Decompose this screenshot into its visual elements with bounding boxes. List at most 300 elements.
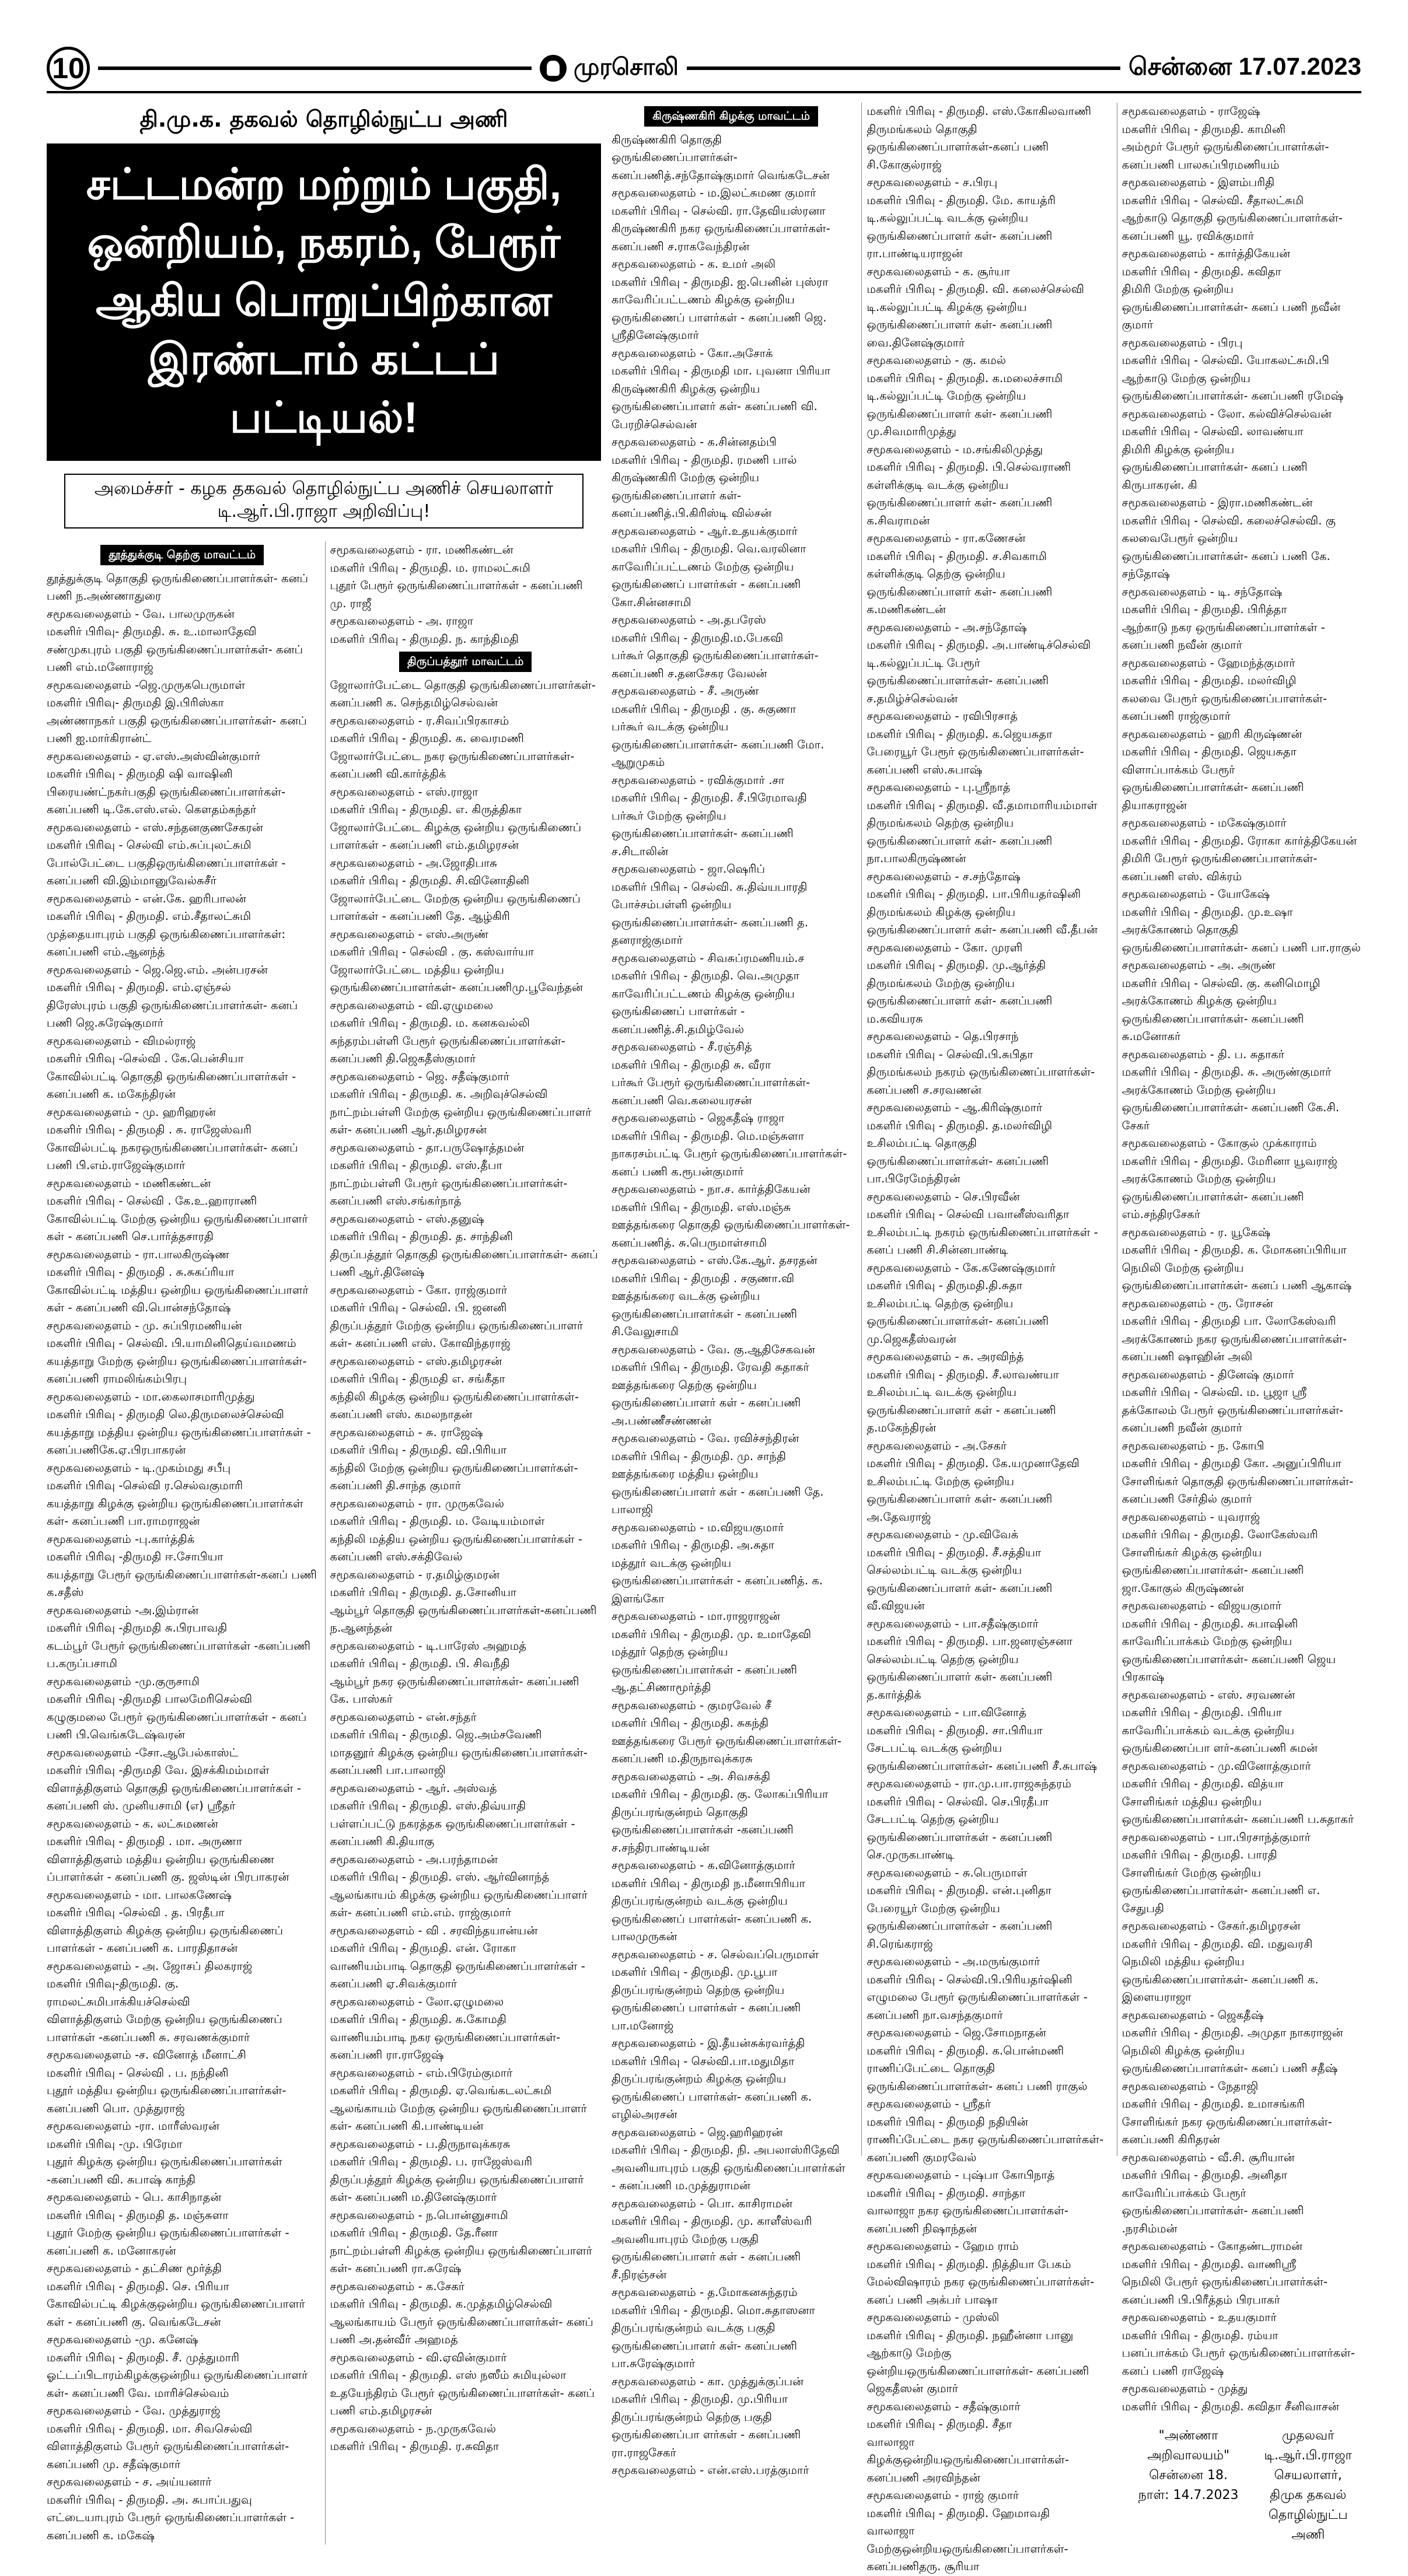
entry-line: சமூகவலைதளம் - உதயகுமார் (1121, 2311, 1277, 2324)
entry-line: உசிலம்பட்டி தெற்கு ஒன்றிய ஒருங்கிணைப்பாளர்கள்- கனப்பணி மு.ஜெகதீஸ்வரன் (867, 1296, 1049, 1346)
entry-line: ஜோலார்பேட்டை தொகுதி ஒருங்கிணைப்பாளர்கள்- கனப்பணி க. செந்தமிழ்செல்வன் (330, 678, 596, 709)
entry-line: ஜோலார்பேட்டை மேற்கு ஒன்றிய ஒருங்கிணைப் பாளர்கள் - கனப்பணி தே. ஆழ்கிரி (330, 891, 581, 923)
entry-line: போச்சம்பள்ளி ஒன்றிய ஒருங்கிணைப்பாளர்கள்- கனப்பணி த. தனராஜ்குமார் (612, 898, 809, 947)
entry-line: மத்தூர் வடக்கு ஒன்றிய ஒருங்கிணைப்பாளர்கள் - கனப்பணித். க. இளங்கோ (612, 1556, 823, 1605)
entry-line: மகளிர் பிரிவு - திருமதி. சி.வினோதினி (330, 874, 530, 887)
entry-line: மகளிர் பிரிவு - திருமதி த. மஞ்சுளா (47, 2208, 229, 2222)
entry-line: கந்திலி கிழக்கு ஒன்றிய ஒருங்கிணைப்பாளர்கள்- கனப்பணி எஸ். கமலநாதன் (330, 1390, 579, 1421)
entry-line: மகளிர் பிரிவு - திருமதி. சுகந்தி (612, 1716, 769, 1730)
entry-line: சமூகவலைதளம் -அ.இம்ரான் (47, 1603, 199, 1617)
entry-line: சமூகவலைதளம் - வி.ஏழுமலை (330, 998, 494, 1012)
entry-line: மகளிர் பிரிவு - திருமதி . சு. ராஜேஸ்வரி (47, 1123, 252, 1136)
entry-line: சமூகவலைதளம் - அ. ஜோசப் திலகராஜ் (47, 1959, 253, 1973)
entry-line: மகளிர் பிரிவு - திருமதி. பாரதி (1121, 1848, 1277, 1861)
entry-line: மகளிர் பிரிவு - திருமதி. சாந்தா (867, 2186, 1026, 2200)
entry-line: கோவில்பட்டி நகரஒருங்கிணைப்பாளர்கள்- கனப் பணி பி.எம்.ராஜேஷ்குமார் (47, 1140, 298, 1172)
entry-line: மகளிர் பிரிவு - செல்வி . கு. கஸ்வார்யா (330, 945, 534, 958)
entry-line: சமூகவலைதளம் - ஸ்ரீதர் (867, 2097, 991, 2110)
entry-line: மகளிர் பிரிவு - திருமதி. மெ.மஞ்சுளா (612, 1129, 804, 1143)
entry-line: சமூகவலைதளம் - ஜெ.ஹரிஹரன் (612, 2125, 783, 2139)
entry-line: திருப்பரங்குன்றம் தெற்கு பகுதி ஒருங்கிணைப்பா ளர்கள் - கனப்பணி ரா.ராஜசேகர் (612, 2410, 801, 2459)
entry-line: திமிரி மேற்கு ஒன்றிய ஒருங்கிணைப்பாளர்கள்- கனப் பணி நவீன் குமார் (1121, 282, 1341, 331)
entry-line: கோவில்பட்டி கிழக்குஒன்றிய ஒருங்கிணைப்பாளர் கள் - கனப்பணி கு. வெங்கடேசன் (47, 2297, 305, 2329)
entry-line: சமூகவலைதளம் - கா. முத்துக்குப்பன் (612, 2374, 804, 2388)
entry-line: ஆற்காடு நகர ஒருங்கிணைப்பாளர்கள் - கனப்பணி நவீன் குமார் (1121, 620, 1325, 652)
entry-line: ஆற்காடு தொகுதி ஒருங்கிணைப்பாளர்கள்- கனப்பணி யூ. ரவிக்குமார் (1121, 211, 1343, 243)
entry-line: பர்கூர் தொகுதி ஒருங்கிணைப்பாளர்கள்- கனப்பணி ச.தனசேகர வேலன் (612, 649, 819, 680)
entry-line: பர்கூர் பேரூர் ஒருங்கிணைப்பாளர்கள்-கனப்பணி வெ.கலையரசன் (612, 1076, 810, 1107)
entry-line: சமூகவலைதளம் - ம.விஜயகுமார் (612, 1520, 784, 1534)
entry-line: மகளிர் பிரிவு -செல்வி ர.செல்வகுமாரி (47, 1479, 243, 1492)
entry-line: சமூகவலைதளம் - சு. ராஜேஷ் (330, 1425, 483, 1439)
entry-line: திருப்பரங்குன்றம் தொகுதி ஒருங்கிணைப்பாளர்கள் -கனப்பணி ச.சந்திரபாண்டியன் (612, 1805, 794, 1854)
entry-line: மகளிர் பிரிவு - திருமதி. வித்யா (1121, 1777, 1284, 1790)
entry-line: சமூகவலைதளம் - இரா.மணிகண்டன் (1121, 496, 1313, 509)
entry-line: மகளிர் பிரிவு - திருமதி. எஸ்.திவ்யாதி (330, 1799, 526, 1812)
entry-line: நெமிலி கிழக்கு ஒன்றிய ஒருங்கிணைப்பாளர்கள்- கனப் பணி சதீஷ் (1121, 2043, 1338, 2075)
masthead-rule-right (687, 66, 1120, 70)
entry-line: நாட்றம்பள்ளி பேரூர் ஒருங்கிணைப்பாளர்கள்- கனப்பணி எஸ்.சங்கர்நாத் (330, 1176, 568, 1208)
entry-line: மகளிர் பிரிவு - திருமதி. த.மலர்விழி (867, 1118, 1053, 1132)
entry-line: சமூகவலைதளம் - நேதாஜி (1121, 2079, 1259, 2093)
entry-line: ஊத்தங்கரை மத்திய ஒன்றிய ஒருங்கிணைப்பாளர் கள் - கனப்பணி தே. பாலாஜி (612, 1467, 824, 1516)
entry-line: சமூகவலைதளம் - அ. அருண் (1121, 958, 1276, 972)
entry-line: மகளிர் பிரிவு - செல்வி . ப. நந்தினி (47, 2066, 229, 2080)
address-line-1: "அண்ணா அறிவாலயம்" (1147, 2428, 1230, 2463)
entry-line: சமூகவலைதளம் - ஆ.கிரிஷ்குமார் (867, 1101, 1043, 1114)
entry-line: திமிரி கிழக்கு ஒன்றிய ஒருங்கிணைப்பாளர்கள்- கனப் பணி கிருபாகரன். கி (1121, 442, 1308, 492)
entry-line: மகளிர் பிரிவு - செல்வி.பி.பிரியதர்ஷினி (867, 1972, 1072, 1986)
entry-line: சமூகவலைதளம் - வே. ரவிச்சந்திரன் (612, 1432, 799, 1445)
entry-line: சமூகவலைதளம் - ஜா.ஷெரிப் (612, 862, 766, 876)
entry-line: மகளிர் பிரிவு - திருமதி. அமுதா நாகராஜன் (1121, 2026, 1343, 2039)
address-line-2: சென்னை 18. (1149, 2468, 1228, 2483)
entry-line: சமூகவலைதளம் - க.வினோத்குமார் (612, 1859, 795, 1872)
entry-line: உசிலம்பட்டி மேற்கு ஒன்றிய ஒருங்கிணைப்பாளர் கள்- கனப்பணி அ.தேவராஜ் (867, 1474, 1053, 1524)
entry-line: மகளிர் பிரிவு - செல்வி. கலைச்செல்வி. கு (1121, 513, 1336, 527)
entry-line: புதூர் மத்திய ஒன்றிய ஒருங்கிணைப்பாளர்கள்- கனப்பணி பொ. முத்துராஜ் (47, 2084, 287, 2115)
entry-line: மகளிர் பிரிவு - திருமதி. சு. அருண்குமார் (1121, 1065, 1332, 1079)
entry-line: கயத்தாறு கிழக்கு ஒன்றிய ஒருங்கிணைப்பாளர்கள் கள்- கனப்பணி பா.ராமராஜன் (47, 1496, 303, 1528)
masthead (47, 46, 1361, 93)
signatory-block (1255, 2426, 1361, 2545)
entry-line: சமூகவலைதளம் - என்.எஸ்.பரத்குமார் (612, 2463, 809, 2477)
entry-line: சமூகவலைதளம் - என்.கே. ஹரிபாலன் (47, 891, 246, 905)
entry-line: சமூகவலைதளம் -ரா. மாரீஸ்வரன் (47, 2119, 220, 2133)
entry-line: சமூகவலைதளம் - டி. சந்தோஷ் (1121, 584, 1283, 598)
entry-line: சமூகவலைதளம் - மு.விவேக் (867, 1528, 1019, 1541)
entry-line: டி.கல்லுப்பட்டி வடக்கு ஒன்றிய ஒருங்கிணைப்பாளர் கள்- கனப்பணி ரா.பாண்டியராஜன் (867, 211, 1053, 260)
entry-line: மகளிர் பிரிவு - திருமதி. கவிதா சீனிவாசன் (1121, 2399, 1340, 2413)
entry-line: மகளிர் பிரிவு - திருமதி. ரமணி பால் (612, 453, 797, 467)
entry-line: சமூகவலைதளம் - தா.பருஷோத்தமன் (330, 1140, 525, 1154)
entry-line: மாதனூர் கிழக்கு ஒன்றிய ஒருங்கிணைப்பாளர்கள்- கனப்பணி பா.பாலாஜி (330, 1745, 588, 1777)
entry-line: சமூகவலைதளம் - அ.சேகர் (867, 1438, 1007, 1452)
entry-line: வாலாஜா மேற்குஒன்றியஒருங்கிணைப்பாளர்கள்- கனப்பணிதரு. சூரியா (867, 2524, 1068, 2573)
entry-line: சமூகவலைதளம் - ஜெ.ஜெ.எம். அன்பரசன் (47, 963, 268, 977)
entry-line: மகளிர் பிரிவு - திருமதி. நஹீன்னா பானு (867, 2328, 1074, 2342)
entry-line: பள்ளப்பட்டு நகரத்தக ஒருங்கிணைப்பாளர்கள் - கனப்பணி கி.தியாகு (330, 1817, 575, 1848)
entry-line: மகளிர் பிரிவு - செல்வி. ரா.தேவியஸ்ரனா (612, 204, 826, 218)
entry-line: சமூகவலைதளம் - ரா.பாலகிருஷ்ண (47, 1247, 230, 1261)
entry-line: சமூகவலைதளம் - அ. சிவசக்தி (612, 1769, 771, 1783)
entry-line: அம்மூர் பேரூர் ஒருங்கிணைப்பாளர்கள்- கனப்பணி பாலசுப்பிரமணியம் (1121, 140, 1329, 172)
entry-line: மகளிர் பிரிவு - திருமதி. எ. கிருத்திகா (330, 803, 522, 816)
entry-line: ஆற்காடு மேற்கு ஒன்றிய ஒருங்கிணைப்பாளர்கள்- கனப்பணி ரமேஷ் (1121, 371, 1344, 402)
entry-line: எட்டையாபுரம் பேரூர் ஒருங்கிணைப்பாளர்கள் - கனப்பணி க. மகேஷ் (47, 2511, 295, 2542)
entry-line: சமூகவலைதளம் - விஜயகுமார் (1121, 1599, 1282, 1612)
entry-line: போல்பேட்டை பகுதிஒருங்கிணைப்பாளர்கள் - கனப்பணி வி.இம்மானுவேல்சுசீர் (47, 856, 286, 887)
section-heading-krishnagiri: கிருஷ்ணகிரி கிழக்கு மாவட்டம் (644, 106, 818, 127)
entry-line: மகளிர் பிரிவு - திருமதி. த. சாந்தினி (330, 1230, 513, 1243)
entry-line: மகளிர் பிரிவு - திருமதி. தே.ரீனா (330, 2226, 498, 2239)
entry-line: காவேரிப்பட்டணம் மேற்கு ஒன்றிய ஒருங்கிணைப் பாளர்கள் - கனப்பணி கோ.சின்னசாமி (612, 559, 801, 609)
headline-banner (47, 144, 601, 461)
entry-line: ஜோலார்பேட்டை மத்திய ஒன்றிய ஒருங்கிணைப்பாளர்கள்- கனப்பணிமு.பூவேந்தன் (330, 963, 583, 994)
entry-line: மகளிர் பிரிவு - திருமதி. மொ.சுதாஸனா (612, 2303, 815, 2317)
entry-line: அரக்கோணம் கிழக்கு ஒன்றிய ஒருங்கிணைப்பாளர்கள்- கனப்பணி சு.மனோகர் (1121, 994, 1304, 1043)
entry-line: சமூகவலைதளம் - எஸ்.கே.ஆர். தசரதன் (612, 1254, 817, 1267)
entry-line: ராணிப்பேட்டை தொகுதி ஒருங்கிணைப்பாளர்கள்- கனப் பணி ராகுல் (867, 2062, 1088, 2093)
entry-line: சமூகவலைதளம் - கு. கமல் (867, 354, 1007, 367)
entry-line: மகளிர் பிரிவு - திருமதி. வெ.வரலினா (612, 542, 806, 555)
entry-line: வாணியம்பாடி நகர ஒருங்கிணைப்பாளர்கள்- கனப்பணி ரா.ராஜேஷ் (330, 2030, 561, 2062)
entry-line: விளாத்திகுளம் மத்திய ஒன்றிய ஒருங்கிணை ப்பாளர்கள் - கனப்பணி கு. ஜஸ்டின் பிரபாகரன் (47, 1852, 289, 1884)
entry-line: மகளிர் பிரிவு - திருமதி. காமினி (1121, 122, 1286, 136)
entry-line: சமூகவலைதளம் - கோ. முரளி (867, 940, 1023, 954)
entry-line: மகளிர் பிரிவு - திருமதி . சு.சுகப்ரியா (47, 1265, 235, 1279)
entry-line: சமூகவலைதளம் - வே. முத்துராஜ் (47, 2404, 221, 2417)
entry-line: மகளிர் பிரிவு - திருமதி. சீதா (867, 2417, 1012, 2431)
entry-line: கோவில்பட்டி மத்திய ஒன்றிய ஒருங்கிணைப்பாளர் கள் - கனப்பணி வி.பொன்சந்தோஷ் (47, 1283, 309, 1314)
entry-line: மகளிர் பிரிவு - திருமதி. மு. சாந்தி (612, 1449, 787, 1463)
entry-line: புதூர் மேற்கு ஒன்றிய ஒருங்கிணைப்பாளர்கள் - கனப்பணி க. மனோகரன் (47, 2226, 289, 2258)
entry-line: சமூகவலைதளம் - எஸ்.அருண் (330, 927, 489, 941)
entry-line: சண்முகபுரம் பகுதி ஒருங்கிணைப்பாளர்கள்- கனப் பணி எம்.மனோராஜ் (47, 642, 303, 674)
entry-line: மகளிர் பிரிவு - திருமதி. அ. சுபாப்பதுவு (47, 2493, 252, 2507)
signatory-title-1: செயலாளர், (1274, 2468, 1342, 2483)
entry-line: மகளிர் பிரிவு - திருமதி. என். ரோகா (330, 1941, 516, 1955)
entry-line: சமூகவலைதளம் - கோகுல் முக்காராம் (1121, 1136, 1317, 1150)
entry-line: அண்ணாநகர் பகுதி ஒருங்கிணைப்பாளர்கள்- கனப் பணி ஐ.மார்கிரான்ட் (47, 713, 307, 745)
entry-line: சமூகவலைதளம் - ராஜ் குமார் (867, 2488, 1019, 2502)
entry-line: மகளிர் பிரிவு - திருமதி. பி.செல்வராணி (867, 460, 1071, 474)
entry-line: சமூகவலைதளம் - எஸ்.தமிழரசன் (330, 1354, 502, 1368)
entry-line: சமூகவலைதளம் - யுவராஜ் (1121, 1510, 1260, 1524)
entry-line: கலவைபேரூர் ஒன்றிய ஒருங்கிணைப்பாளர்கள்- கனப் பணி கே. சந்தோஷ் (1121, 531, 1330, 580)
entry-line: மகளிர் பிரிவு - திருமதி. சுபாஷினி (1121, 1616, 1298, 1630)
entry-line: மகளிர் பிரிவு - திருமதி. நி. அபலாஸ்ரிதேவி (612, 2143, 840, 2157)
entry-line: திருமங்கலம் தெற்கு ஒன்றிய ஒருங்கிணைப்பாளர் கள்- கனப்பணி நா.பாலகிருஷ்ணன் (867, 816, 1053, 865)
entry-line: மகளிர் பிரிவு - திருமதி. க. அறிவுச்செல்வி (330, 1087, 548, 1101)
entry-line: சமூகவலைதளம் - மகேஷ்குமார் (1121, 816, 1287, 830)
entry-line: மகளிர் பிரிவு - திருமதி எ. சங்கீதா (330, 1372, 505, 1385)
entry-line: சமூகவலைதளம் - ஜெ.சோமநாதன் (867, 2026, 1046, 2039)
entry-line: சோளிங்கர் கிழக்கு ஒன்றிய ஒருங்கிணைப்பாளர்கள்- கனப்பணி ஜா.கோகுல் கிருஷ்ணன் (1121, 1545, 1304, 1595)
entry-line: கள்ளிக்குடி வடக்கு ஒன்றிய ஒருங்கிணைப்பாளர் கள்- கனப்பணி க.சிவராமன் (867, 478, 1053, 527)
entry-line: சமூகவலைதளம் - மு.வினோத்குமார் (1121, 1759, 1311, 1773)
entry-line: சமூகவலைதளம் -பு.கார்த்திக் (47, 1532, 195, 1546)
entry-line: மகளிர் பிரிவு -செல்வி . த. பிரதீபா (47, 1906, 225, 1919)
entry-line: ஆலங்காயம் கிழக்கு ஒன்றிய ஒருங்கிணைப்பாளர் கள்- கனப்பணி எம்.எம். ராஜ்குமார் (330, 1888, 588, 1919)
entry-line: சோளிங்கர் மத்திய ஒன்றிய ஒருங்கிணைப்பாளர்கள்- கனப்பணி ப.சுதாகர் (1121, 1794, 1354, 1826)
subheadline: அமைச்சர் - கழக தகவல் தொழில்நுட்ப அணிச் செயலாளர் டி.ஆர்.பி.ராஜா அறிவிப்பு! (64, 474, 584, 528)
entry-line: மகளிர் பிரிவு - திருமதி. பி. சிவநீதி (330, 1657, 510, 1670)
entry-line: மகளிர் பிரிவு - திருமதி. மேரினா யூவராஜ் (1121, 1154, 1337, 1168)
entry-line: மகளிர் பிரிவு - திருமதி. ந. காந்திமதி (330, 632, 519, 646)
entry-line: சமூகவலைதளம் - பா.பிரசாந்த்குமார் (1121, 1830, 1311, 1844)
entry-line: மகளிர் பிரிவு - செல்வி. லாவண்யா (1121, 425, 1304, 438)
entry-line: மகளிர் பிரிவு - திருமதி. ம. வேடியம்மாள் (330, 1514, 545, 1528)
entry-line: மகளிர் பிரிவு - திருமதி. வி. கலைச்செல்வி (867, 282, 1085, 296)
entry-line: மகளிர் பிரிவு - திருமதி. ம. ராமலட்சுமி (330, 561, 530, 575)
entry-line: மகளிர் பிரிவு- திருமதி. சு. உ.மாலாதேவி (47, 625, 257, 638)
entry-line: உசிலம்பட்டி நகரம் ஒருங்கிணைப்பாளர்கள் - கனப் பணி சி.சின்னபாண்டி (867, 1225, 1098, 1256)
entry-line: விளாப்பாக்கம் பேரூர் ஒருங்கிணைப்பாளர்கள்- கனப்பணி தியாகராஜன் (1121, 762, 1304, 812)
entry-line: சமூகவலைதளம் - பிரபு (1121, 335, 1243, 349)
entry-line: சமூகவலைதளம் - தினேஷ் குமார் (1121, 1367, 1294, 1381)
entry-line: ஆம்பூர் தொகுதி ஒருங்கிணைப்பாளர்கள்-கனப்பணி ந.ஆனந்தன் (330, 1603, 597, 1634)
entry-line: நெமிலி மேற்கு ஒன்றிய ஒருங்கிணைப்பாளர்கள்- கனப் பணி ஆகாஷ் (1121, 1261, 1352, 1292)
entry-line: மகளிர் பிரிவு - திருமதி. க.முத்தமிழ்செல்வி (330, 2297, 553, 2311)
entry-line: மகளிர் பிரிவு - திருமதி. த.சோனியா (330, 1586, 517, 1599)
masthead-rule-left (98, 66, 532, 70)
entry-line: சமூகவலைதளம் - குமரவேல் சீ (612, 1698, 771, 1712)
entry-line: மகளிர் பிரிவு - செல்வி.பி.சுபிதா (867, 1047, 1033, 1061)
entry-line: மகளிர் பிரிவு - திருமதி. சீ.சத்தியா (867, 1545, 1042, 1559)
entry-line: மகளிர் பிரிவு - திருமதி. ஜெயசுதா (1121, 745, 1297, 758)
entry-line: சமூகவலைதளம் - க.சேகர் (330, 2279, 465, 2293)
entry-line: சமூகவலைதளம் - லோ. கல்விச்செல்வன் (1121, 407, 1332, 421)
entry-line: கிருஷ்ணகிரி மேற்கு ஒன்றிய ஒருங்கிணைப்பாளர் கள்- கனப்பணித்.பி.கிரிஸ்டி வில்சன் (612, 471, 772, 520)
entry-line: சமூகவலைதளம் - அ.பரந்தாமன் (330, 1852, 498, 1866)
entry-line: சுந்தரம்பள்ளி பேரூர் ஒருங்கிணைப்பாளர்கள்- கனப்பணி தி.ஜெகதீஸ்குமார் (330, 1034, 565, 1065)
entry-line: மகளிர் பிரிவு - திருமதி. சீ.லாவண்யா (867, 1367, 1059, 1381)
column-4 (861, 103, 1106, 2573)
entry-line: விளாத்திகுளம் மேற்கு ஒன்றிய ஒருங்கிணைப் பாளர்கள் -கனப்பணி சு. சரவணக்குமார் (47, 2013, 282, 2044)
entry-line: மத்தூர் தெற்கு ஒன்றிய ஒருங்கிணைப்பாளர்கள் - கனப்பணி ஆ.தட்சிணாமூர்த்தி (612, 1645, 798, 1694)
entry-line: மகளிர் பிரிவு - திருமதி. வெ.அமுதா (612, 969, 799, 982)
entry-line: மகளிர் பிரிவு - செல்வி. சு.திவ்யபாரதி (612, 880, 808, 894)
entry-line: திருமங்கலம் கிழக்கு ஒன்றிய ஒருங்கிணைப்பாளர் கள்- கனப்பணி வீ.தீபன் (867, 905, 1098, 936)
entry-line: சமூகவலைதளம் - ஜெகதீஷ் (1121, 2008, 1264, 2022)
entry-line: சமூகவலைதளம் - அ.மருங்குமார் (867, 1955, 1040, 1968)
headline-line-1: சட்டமன்ற மற்றும் பகுதி, ஒன்றியம், நகரம், பேரூர் (86, 160, 562, 267)
column-5 (1117, 103, 1361, 2542)
entry-line: அவனியாபுரம் மேற்கு பகுதி ஒருங்கிணைப்பாளர் கள் - கனப்பணி சீ.நிரஞ்சன் (612, 2232, 801, 2281)
entry-line: சமூகவலைதளம் - கோதண்டராமன் (1121, 2239, 1303, 2253)
entry-line: கயத்தாறு மேற்கு ஒன்றிய ஒருங்கிணைப்பாளர்கள்- கனப்பணி ராமலிங்கம்பிரபு (47, 1354, 307, 1385)
entry-line: சமூகவலைதளம் - பா.சதீஷ்குமார் (867, 1616, 1039, 1630)
entry-line: மகளிர் பிரிவு - திருமதி.தி.சுதா (867, 1279, 1023, 1292)
entry-line: சமூகவலைதளம் - ச. செல்வப்பெருமாள் (612, 1947, 819, 1961)
entry-line: காவேரிப்பட்டணம் கிழக்கு ஒன்றிய ஒருங்கிணைப் பாளர்கள் - கனப்பணித்.சி.தமிழ்வேல் (612, 986, 795, 1036)
entry-line: சமூகவலைதளம் - சு. அரவிந்த் (867, 1350, 1024, 1363)
entry-line: திருப்பத்தூர் மேற்கு ஒன்றிய ஒருங்கிணைப்பாளர் கள்- கனப்பணி எஸ். கோவிந்தராஜ் (330, 1318, 584, 1350)
entry-line: மகளிர் பிரிவு - திருமதி. மு.உஷா (1121, 905, 1293, 919)
entry-line: விளாத்திகுளம் கிழக்கு ஒன்றிய ஒருங்கிணைப் பாளர்கள் - கனப்பணி க. பாரதிதாசன் (47, 1923, 284, 1955)
entry-line: மகளிர் பிரிவு - திருமதி. வி. மதுவரசி (1121, 1937, 1313, 1951)
entry-line: சமூகவலைதளம் - டி.முகம்மது சபீபு (47, 1461, 231, 1475)
entry-line: சமூகவலைதளம் - சீ.ரஞ்சித் (612, 1040, 752, 1054)
entry-line: அரக்கோணம் நகர ஒருங்கிணைப்பாளர்கள்- கனப்பணி ஷாஹின் அலி (1121, 1332, 1347, 1363)
entry-line: சமூகவலைதளம் - விமல்ராஜ் (47, 1034, 196, 1048)
entry-line: மகளிர் பிரிவு - திருமதி. ம. கனகவல்லி (330, 1016, 530, 1030)
entry-line: மகளிர் பிரிவு - திருமதி. சீ. முத்துமாரி (47, 2350, 240, 2364)
entry-line: கோவில்பட்டி மேற்கு ஒன்றிய ஒருங்கிணைப்பாளர் கள் - கனப்பணி செ.பார்த்தசாரதி (47, 1212, 308, 1243)
entry-line: கிருஷ்ணகிரி நகர ஒருங்கிணைப்பாளர்கள்-கனப்பணி ச.ராகவேந்திரன் (612, 222, 830, 253)
entry-line: சமூகவலைதளம் - சிவசுப்ரமணியம்.ச (612, 951, 805, 965)
entry-line: திருமங்கலம் தொகுதி ஒருங்கிணைப்பாளர்கள்-கனப் பணி சி.கோகுல்ராஜ் (867, 122, 1049, 172)
entry-line: டி.கல்லுப்பட்டி கிழக்கு ஒன்றிய ஒருங்கிணைப்பாளர் கள்- கனப்பணி வை.தினேஷ்குமார் (867, 300, 1053, 349)
entry-line: மகளிர் பிரிவு -திருமதி வே. இசக்கிமம்மாள் (47, 1763, 270, 1777)
signatory-name: டி.ஆர்.பி.ராஜா (1264, 2448, 1353, 2463)
entry-line: மகளிர் பிரிவு - செல்வி எம்.சுப்புலட்சுமி (47, 838, 251, 852)
entry-line: சமூகவலைதளம் - கே.கணேஷ்குமார் (867, 1261, 1056, 1275)
entry-line: மகளிர் பிரிவு - செல்வி பவானீஸ்வரிதா (867, 1208, 1070, 1221)
entry-line: திருப்பரங்குன்றம் தெற்கு ஒன்றிய ஒருங்கிணைப் பாளர்கள் - கனப்பணி பா.மனோஜ் (612, 1983, 801, 2032)
entry-line: சமூகவலைதளம் - ரா.மு.பா.ராஜசுந்தரம் (867, 1777, 1072, 1790)
entry-line: சமூகவலைதளம் - ச. அய்யனார் (47, 2475, 212, 2488)
entry-line: சமூகவலைதளம் - முத்து (1121, 2382, 1248, 2395)
entry-line: சமூகவலைதளம் - யோகேஷ் (1121, 887, 1270, 901)
signatory-title-3: தொழில்நுட்ப அணி (1268, 2508, 1348, 2542)
entry-line: சமூகவலைதளம் - ஹரி கிருஷ்ணன் (1121, 727, 1302, 741)
entry-line: சமூகவலைதளம் - சேகர்.தமிழரசன் (1121, 1919, 1301, 1933)
entry-line: முத்தையாபுரம் பகுதி ஒருங்கிணைப்பாளர்கள்: கனப்பணி எம்.ஆனந்த் (47, 927, 286, 958)
address-block (1122, 2426, 1255, 2545)
entry-line: மகளிர் பிரிவு - திருமதி. கே.யமுனாதேவி (867, 1457, 1079, 1470)
entry-line: மகளிர் பிரிவு - திருமதி. எஸ் நஸீம் சுமியுல்லா (330, 2368, 567, 2382)
entry-line: ஊத்தங்கரை தெற்கு ஒன்றிய ஒருங்கிணைப்பாளர் கள் - கனப்பணி அ.பண்ணீசண்ணன் (612, 1378, 801, 1427)
entry-line: புதூர் பேரூர் ஒருங்கிணைப்பாளர்கள் - கனப்பணி மு. ராஜீ (330, 579, 583, 610)
entry-line: சோளிங்கர் நகர ஒருங்கிணைப்பாளர்கள்- கனப்பணி கிரிதரன் (1121, 2115, 1332, 2146)
entry-line: நாட்றம்பள்ளி கிழக்கு ஒன்றிய ஒருங்கிணைப்பாளர் கள்- கனப்பணி ரா.சுரேஷ் (330, 2244, 592, 2275)
entry-line: மகளிர் பிரிவு - திருமதி. ரேவதி சுதாகர் (612, 1360, 809, 1374)
entry-line: ஊத்தங்கரை தொகுதி ஒருங்கிணைப்பாளர்கள்- கனப்பணித். சு.பெருமாள்சாமி (612, 1218, 850, 1250)
entry-line: சமூகவலைதளம் - க. சூர்யா (867, 264, 1010, 278)
entry-line: மகளிர் பிரிவு - செல்வி. கு. கனிமொழி (1121, 976, 1320, 990)
entry-line: கயத்தாறு பேரூர் ஒருங்கிணைப்பாளர்கள்-கனப் பணி க.சதீஸ் (47, 1567, 317, 1599)
entry-line: சமூகவலைதளம் - ஜெகதீஷ் ராஜா (612, 1111, 785, 1125)
entry-line: ஊத்தங்கரை பேரூர் ஒருங்கிணைப்பாளர்கள்- கனப்பணி ம.திருநாவுக்கரசு (612, 1734, 841, 1765)
entry-line: மகளிர் பிரிவு - திருமதி. எஸ்.மஞ்சு (612, 1200, 791, 1214)
entry-line: ஜோலார்பேட்டை கிழக்கு ஒன்றிய ஒருங்கிணைப் பாளர்கள் - கனப்பணி எம்.தமிழரசன் (330, 820, 582, 852)
entry-line: மகளிர் பிரிவு - திருமதி. பா.ஜனரஞ்சனா (867, 1634, 1073, 1648)
entry-line: மகளிர் பிரிவு - திருமதி. எம்.சீதாலட்சுமி (47, 909, 251, 923)
entry-line: சமூகவலைதளம் - ரு. ரோசன் (1121, 1296, 1273, 1310)
entry-line: நெமிலி பேரூர் ஒருங்கிணைப்பாளர்கள்- கனப்பணி பி.பிரீத்தம் பிரபாகர் (1121, 2275, 1328, 2306)
page-columns (47, 103, 1361, 2573)
paper-name: முரசொலி (573, 53, 679, 80)
entry-line: மகளிர் பிரிவு - திருமதி. எஸ்.கோகிலவாணி (867, 104, 1092, 118)
entry-line: சமூகவலைதளம் - வே. கு.ஆதிசேகவன் (612, 1342, 815, 1356)
entry-line: சமூகவலைதளம் - ர.சிவப்பிரகாசம் (330, 713, 509, 727)
entry-line: ஊத்தங்கரை வடக்கு ஒன்றிய ஒருங்கிணைப்பாளர்கள் - கனப்பணி சி.வேலுசாமி (612, 1289, 798, 1338)
entry-line: திருமங்கலம் மேற்கு ஒன்றிய ஒருங்கிணைப்பாளர் கள்- கனப்பணி ம.கவியரசு (867, 976, 1053, 1026)
entry-line: அரக்கோணம் மேற்கு ஒன்றிய ஒருங்கிணைப்பாளர்கள்- கனப்பணி கே.சி. சேகர் (1121, 1083, 1340, 1132)
entry-line: திமிரி பேரூர் ஒருங்கிணைப்பாளர்கள்- கனப்பணி எஸ். விக்ரம் (1121, 852, 1318, 883)
entry-line: நெமிலி மத்திய ஒன்றிய ஒருங்கிணைப்பாளர்கள்- கனப்பணி க. இளையராஜா (1121, 1955, 1319, 2004)
signature-block (1122, 2426, 1361, 2545)
entry-list-col3 (612, 131, 851, 2480)
entry-line: மகளிர் பிரிவு - செல்வி. பி. ஜனனி (330, 1301, 507, 1314)
entry-line: சமூகவலைதளம் - ம.இலட்சுமண குமார் (612, 186, 816, 200)
entry-line: சமூகவலைதளம் - ர.தமிழ்குமரன் (330, 1567, 500, 1581)
entry-line: மகளிர் பிரிவு - திருமதி. ஏ.வெங்கடலட்சுமி (330, 2084, 552, 2097)
entry-line: அரக்கோணம் மேற்கு ஒன்றிய ஒருங்கிணைப்பாளர்கள்- கனப்பணி எம்.சந்திரசேகர் (1121, 1172, 1304, 1221)
entry-line: மகளிர் பிரிவு - திருமதி கோ. அனுப்பிரியா (1121, 1457, 1341, 1470)
entry-line: சமூகவலைதளம் - அ.சந்தோஷ் (867, 620, 1027, 634)
entry-line: உசிலம்பட்டி வடக்கு ஒன்றிய ஒருங்கிணைப்பாளர் கள் - கனப்பணி த.மகேந்திரன் (867, 1385, 1056, 1434)
entry-line: செல்லம்பட்டி தெற்கு ஒன்றிய ஒருங்கிணைப்பாளர் கள்- கனப்பணி த.கார்த்திக் (867, 1652, 1053, 1702)
entry-line: திருப்பரங்குன்றம் வடக்கு ஒன்றிய ஒருங்கிணைப் பாளர்கள்- கனப்பணி க. பாலமுருகன் (612, 1894, 812, 1943)
entry-line: கள்ளிக்குடி தெற்கு ஒன்றிய ஒருங்கிணைப்பாளர் கள்- கனப்பணி க.மணிகண்டன் (867, 567, 1053, 616)
entry-line: சமூகவலைதளம் - எஸ்.சந்தனகுணசேகரன் (47, 820, 263, 834)
entry-line: மகளிர் பிரிவு - திருமதி. அ.சுதா (612, 1538, 774, 1552)
entry-line: சமூகவலைதளம் - மா. பாலகணேஷ் (47, 1888, 232, 1902)
entry-line: மகளிர் பிரிவு - திருமதி. ஹேமாவதி (867, 2506, 1050, 2520)
entry-line: சமூகவலைதளம் - தி. ப. சுதாகர் (1121, 1047, 1285, 1061)
entry-line: காவேரிப்பாக்கம் வடக்கு ஒன்றிய ஒருங்கிணைப்பா ளர்-கனப்பணி சுமன் (1121, 1723, 1318, 1755)
entry-line: சமூகவலைதளம் - அ.ஜோதிபாசு (330, 856, 498, 870)
entry-line: நாட்றம்பள்ளி மேற்கு ஒன்றிய ஒருங்கிணைப்பாளர் கள்- கனப்பணி ஆர்.தமிழரசன் (330, 1105, 592, 1136)
entry-line: சமூகவலைதளம் - ஆர்.உதயக்குமார் (612, 524, 798, 538)
entry-line: மகளிர் பிரிவு - திருமதி பா. லோகேஸ்வரி (1121, 1314, 1336, 1328)
entry-line: டி.கல்லுப்பட்டி மேற்கு ஒன்றிய ஒருங்கிணைப்பாளர் கள்- கனப்பணி மு.சிவமாரிமுத்து (867, 389, 1053, 438)
entry-line: எழுமலை பேரூர் ஒருங்கிணைப்பாளர்கள் - கனப்பணி நா.வசந்தகுமார் (867, 1990, 1088, 2022)
entry-line: மகளிர் பிரிவு - திருமதி. பிரித்தா (1121, 603, 1287, 616)
entry-line: மகளிர் பிரிவு - திருமதி . கு. சுகுணா (612, 702, 796, 716)
entry-line: சமூகவலைதளம் - ரவிபிரசாத் (867, 709, 1018, 723)
entry-line: சமூகவலைதளம் - அ.தபரேஸ் (612, 613, 766, 626)
entry-line: சமூகவலைதளம் - தட்சிண மூர்த்தி (47, 2262, 222, 2275)
entry-line: சமூகவலைதளம் - வி . சரவிந்தயான்யன் (330, 1923, 538, 1937)
entry-line: அவனியாபுரம் பகுதி ஒருங்கிணைப்பாளர்கள் - கனப்பணி ம.முத்துராமன் (612, 2161, 846, 2192)
entry-line: சமூகவலைதளம் - பெ. காசிநாதன் (47, 2190, 222, 2204)
entry-line: காவேரிப்பட்டணம் கிழக்கு ஒன்றிய ஒருங்கிணைப் பாளர்கள் - கனப்பணி ஜெ. ஸ்ரீதினேஷ்குமார் (612, 293, 827, 342)
entry-line: மகளிர் பிரிவு - திருமதி. மலர்விழி (1121, 674, 1297, 687)
headline-line-2: ஆகிய பொறுப்பிற்கான இரண்டாம் கட்டப் பட்டியல்! (95, 276, 553, 442)
entry-line: சமூகவலைதளம் -ஜெ.முருகபெருமாள் (47, 678, 246, 692)
entry-line: மகளிர் பிரிவு - திருமதி. அனிதா (1121, 2168, 1288, 2182)
entry-line: சமூகவலைதளம் - லோ.ஏழுமலை (330, 1994, 504, 2008)
entry-line: மகளிர் பிரிவு - செல்வி . கே.உ.ஹாராணி (47, 1194, 257, 1208)
entry-line: சமூகவலைதளம் - மு. ஹரிஹரன் (47, 1105, 216, 1119)
column-1 (47, 541, 318, 2544)
entry-line: மகளிர் பிரிவு - திருமதி. கு. லோகப்பிரியா (612, 1787, 829, 1801)
entry-list-col4 (867, 103, 1106, 2576)
entry-line: மகளிர் பிரிவு - திருமதி நதியின் (867, 2115, 1029, 2129)
entry-line: சமூகவலைதளம் - இ.தீயன்சுக்ரவர்த்தி (612, 2036, 805, 2050)
entry-line: காவேரிப்பாக்கம் மேற்கு ஒன்றிய ஒருங்கிணைப்பாளர்கள்- கனப்பணி ஜெய பிரகாஷ் (1121, 1634, 1336, 1684)
entry-line: மகளிர் பிரிவு - திருமதி. எஸ்.தீபா (330, 1158, 502, 1172)
entry-line: பர்கூர் வடக்கு ஒன்றிய ஒருங்கிணைப்பாளர்கள்- கனப்பணி மோ. ஆறுமுகம் (612, 720, 824, 769)
entry-line: மகளிர் பிரிவு - திருமதி. மு. உமாதேவி (612, 1627, 812, 1641)
entry-line: சமூகவலைதளம் - புஷ்பா கோபிநாத் (867, 2168, 1055, 2182)
entry-line: மகளிர் பிரிவு - திருமதி. ச.சிவகாமி (867, 549, 1047, 563)
entry-line: சமூகவலைதளம் - ம.சங்கிலிமுத்து (867, 442, 1043, 456)
entry-line: சமூகவலைதளம் -சோ.ஆபேல்காஸ்ட் (47, 1745, 239, 1759)
entry-line: சமூகவலைதளம் -மு.குருசாமி (47, 1674, 200, 1688)
entry-line: மகளிர் பிரிவு - திருமதி ந.மீனாபிரியா (612, 1876, 805, 1890)
entry-line: சமூகவலைதளம் - கார்த்திகேயன் (1121, 247, 1291, 260)
entry-line: சமூகவலைதளம் - க. லட்சுமணன் (47, 1817, 218, 1831)
entry-list-col1 (47, 570, 318, 2545)
entry-line: மகளிர் பிரிவு- திருமதி இ.பிரிஸ்கா (47, 696, 224, 709)
entry-line: டி.கல்லுப்பட்டி பேரூர் ஒருங்கிணைப்பாளர்கள்- கனப்பணி ச.தமிழ்ச்செல்வன் (867, 656, 1049, 705)
entry-line: சமூகவலைதளம் - செ.பிரவீன் (867, 1189, 1020, 1203)
